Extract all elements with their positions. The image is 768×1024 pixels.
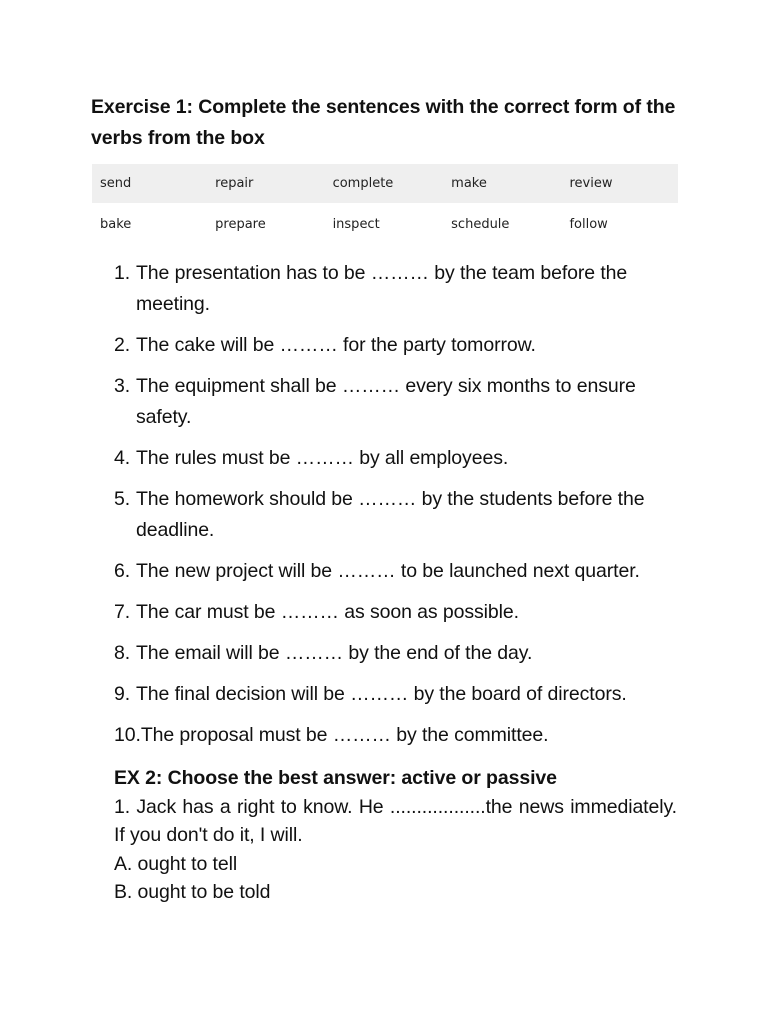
word-box-cell: follow — [561, 203, 678, 245]
sentence-item — [114, 443, 684, 474]
word-box-row — [92, 164, 678, 203]
sentence-number: 4. — [114, 447, 131, 469]
sentence-number: 6. — [114, 560, 131, 582]
word-box-cell: make — [443, 164, 561, 203]
sentence-item — [114, 330, 684, 361]
word-box-cell: inspect — [325, 203, 444, 245]
word-box-cell: review — [561, 164, 678, 203]
sentence-item — [114, 720, 684, 751]
word-box-row — [92, 203, 678, 245]
sentence-number: 1. — [114, 262, 131, 284]
sentence-item — [114, 484, 684, 546]
word-box-cell: schedule — [443, 203, 561, 245]
sentence-text: The equipment shall be ……… every six months to ensure safety. — [136, 375, 636, 428]
sentence-item — [114, 556, 684, 587]
sentence-item — [114, 638, 684, 669]
exercise-2-section — [114, 764, 677, 907]
exercise-2-question: 1. Jack has a right to know. He ..................the news immediately. If you don't do it, I will. — [114, 795, 677, 846]
word-box-cell: bake — [92, 203, 207, 245]
sentence-text: The presentation has to be ……… by the team before the meeting. — [136, 262, 628, 315]
sentence-item — [114, 597, 684, 628]
word-box-cell: prepare — [207, 203, 324, 245]
answer-option: A. ought to tell — [114, 852, 238, 875]
verb-word-box — [92, 164, 678, 245]
sentence-text: The final decision will be ……… by the board of directors. — [136, 683, 627, 705]
word-box-cell: send — [92, 164, 207, 203]
exercise-1-sentence-list — [114, 258, 684, 761]
word-box-cell: repair — [207, 164, 324, 203]
sentence-number: 7. — [114, 601, 131, 623]
exercise-2-title: EX 2: Choose the best answer: active or passive — [114, 767, 557, 789]
sentence-text: The cake will be ……… for the party tomorrow. — [136, 334, 536, 356]
sentence-text: The proposal must be ……… by the committee. — [140, 724, 549, 746]
sentence-number: 5. — [114, 488, 131, 510]
sentence-number: 9. — [114, 683, 131, 705]
sentence-text: The new project will be ……… to be launched next quarter. — [136, 560, 640, 582]
sentence-number: 8. — [114, 642, 131, 664]
sentence-number: 2. — [114, 334, 131, 356]
sentence-text: The homework should be ……… by the students before the deadline. — [136, 488, 645, 541]
sentence-item — [114, 679, 684, 710]
sentence-text: The car must be ……… as soon as possible. — [136, 601, 519, 623]
sentence-text: The email will be ……… by the end of the day. — [136, 642, 533, 664]
sentence-item — [114, 371, 684, 433]
sentence-number: 10. — [114, 724, 141, 746]
answer-option: B. ought to be told — [114, 881, 271, 903]
word-box-cell: complete — [325, 164, 444, 203]
exercise-1-title: Exercise 1: Complete the sentences with the correct form of the verbs from the box — [91, 96, 676, 149]
sentence-number: 3. — [114, 375, 131, 397]
sentence-item — [114, 258, 684, 320]
sentence-text: The rules must be ……… by all employees. — [136, 447, 509, 469]
